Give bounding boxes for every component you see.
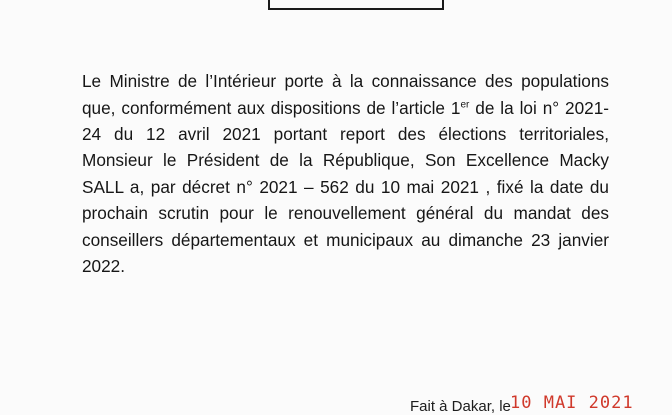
communique-paragraph: [82, 68, 609, 279]
ordinal-superscript: er: [460, 98, 470, 110]
paragraph-text-end: de la loi n° 2021-24 du 12 avril 2021 portant report des élections territoriales, Monsieur le Président de la République, Son Excellence Macky SALL a, par décret n° 2021 – 562 du 10 mai 2021 , fixé la date du prochain scrutin pour le renouvellement général du mandat des conseillers départementaux et municipaux au dimanche 23 janvier 2022.: [82, 97, 609, 277]
date-stamp: 10 MAI 2021: [510, 393, 634, 413]
header-frame: [268, 0, 444, 10]
paragraph-text-start: Le Ministre de l’Intérieur porte à la connaissance des populations que, conformément aux dispositions de l’article 1: [82, 71, 609, 118]
signoff-place-date: Fait à Dakar, le: [410, 398, 511, 415]
